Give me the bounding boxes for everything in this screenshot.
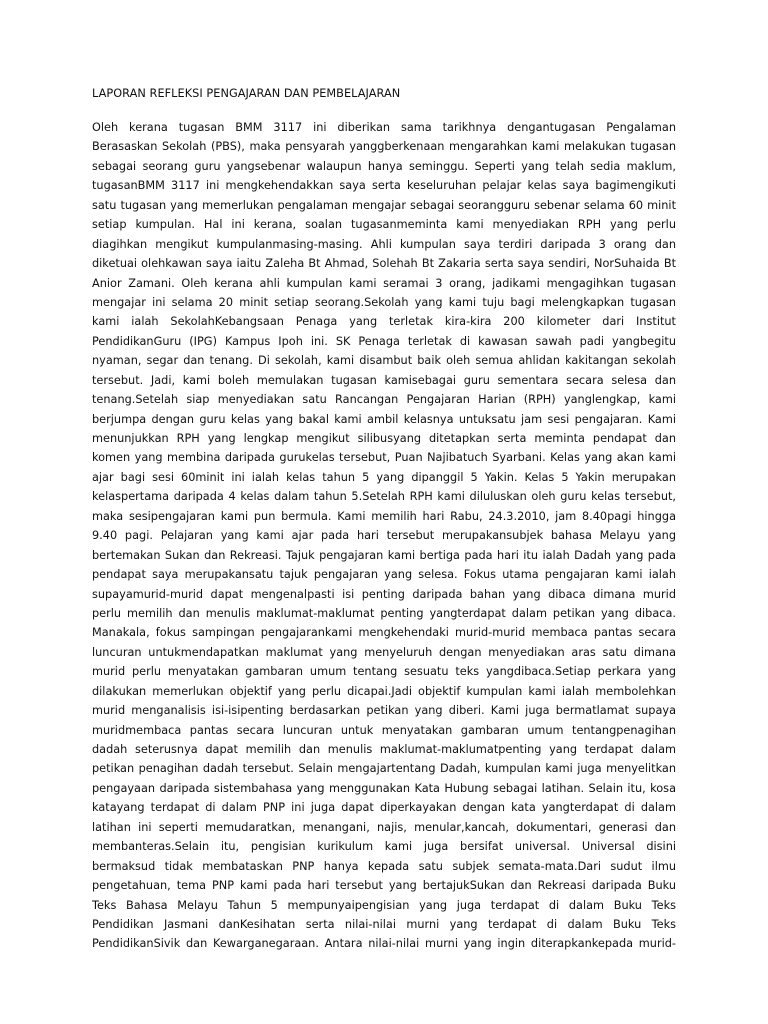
body-line: Oleh kerana tugasan BMM 3117 ini diberikan sama tarikhnya dengantugasan Pengalaman xyxy=(92,121,676,134)
body-line: diketuai olehkawan saya iaitu Zaleha Bt Ahmad, Solehah Bt Zakaria serta saya sendiri, NorSuhaida Bt xyxy=(92,257,676,271)
body-line: 9.40 pagi. Pelajaran yang kami ajar pada hari tersebut merupakansubjek bahasa Melayu yang xyxy=(92,529,676,543)
body-line: maka sesipengajaran kami pun bermula. Kami memilih hari Rabu, 24.3.2010, jam 8.40pagi hingga xyxy=(92,509,676,523)
body-line: murid perlu menyatakan gambaran umum tentang sesuatu teks yangdibaca.Setiap perkara yang xyxy=(92,665,676,679)
body-line: pengayaan daripada sistembahasa yang menggunakan Kata Hubung sebagai latihan. Selain itu, kosa xyxy=(92,781,676,795)
body-line: supayamurid-murid dapat mengenalpasti isi penting daripada bahan yang dibaca dimana murid xyxy=(92,587,676,601)
body-line: dilakukan memerlukan objektif yang perlu dicapai.Jadi objektif kumpulan kami ialah membolehkan xyxy=(92,684,676,698)
body-line: kelaspertama daripada 4 kelas dalam tahun 5.Setelah RPH kami diluluskan oleh guru kelas tersebut, xyxy=(92,490,676,504)
body-line: petikan penagihan dadah tersebut. Selain mengajartentang Dadah, kumpulan kami juga menyelitkan xyxy=(92,762,676,776)
body-line: bertemakan Sukan dan Rekreasi. Tajuk pengajaran kami bertiga pada hari itu ialah Dadah yang pada xyxy=(92,548,676,562)
body-line: pendapat saya merupakansatu tajuk pengajaran yang selesa. Fokus utama pengajaran kami ialah xyxy=(92,568,676,582)
body-line: Anior Zamani. Oleh kerana ahli kumpulan kami seramai 3 orang, jadikami mengagihkan tugasan xyxy=(92,276,676,290)
body-line: setiap kumpulan. Hal ini kerana, soalan tugasanmeminta kami menyediakan RPH yang perlu xyxy=(92,218,676,232)
body-line: bermaksud tidak membataskan PNP hanya kepada satu subjek semata-mata.Dari sudut ilmu xyxy=(92,859,676,873)
document-title: LAPORAN REFLEKSI PENGAJARAN DAN PEMBELAJARAN xyxy=(92,87,401,100)
body-line: muridmembaca pantas secara luncuran untuk menyatakan gambaran umum tentangpenagihan xyxy=(92,723,676,737)
body-line: kami ialah SekolahKebangsaan Penaga yang terletak kira-kira 200 kilometer dari Institut xyxy=(92,315,676,329)
body-line: Pendidikan Jasmani danKesihatan serta nilai-nilai murni yang terdapat di dalam Buku Teks xyxy=(92,917,676,931)
body-line: Berasaskan Sekolah (PBS), maka pensyarah yanggberkenaan mengarahkan kami melakukan tugasan xyxy=(92,140,676,154)
body-line: satu tugasan yang memerlukan pengalaman mengajar sebagai seorangguru sebenar selama 60 minit xyxy=(92,198,676,212)
body-line: nyaman, segar dan tenang. Di sekolah, kami disambut baik oleh semua ahlidan kakitangan sekolah xyxy=(92,354,676,368)
document-body xyxy=(92,118,676,954)
body-line: mengajar ini selama 20 minit setiap seorang.Sekolah yang kami tuju bagi melengkapkan tugasan xyxy=(92,295,676,309)
body-line: Manakala, fokus sampingan pengajarankami mengkehendaki murid-murid membaca pantas secara xyxy=(92,626,676,640)
body-line: katayang terdapat di dalam PNP ini juga dapat diperkayakan dengan kata yangterdapat di dalam xyxy=(92,801,676,815)
body-line: ajar bagi sesi 60minit ini ialah kelas tahun 5 yang dipanggil 5 Yakin. Kelas 5 Yakin merupakan xyxy=(92,470,676,484)
body-line: PendidikanSivik dan Kewarganegaraan. Antara nilai-nilai murni yang ingin diterapkankepada murid- xyxy=(92,937,676,951)
body-line: pengetahuan, tema PNP kami pada hari tersebut yang bertajukSukan dan Rekreasi daripada Buku xyxy=(92,879,676,893)
body-line: komen yang membina daripada gurukelas tersebut, Puan Najibatuch Syarbani. Kelas yang akan kami xyxy=(92,451,676,465)
body-line: membanteras.Selain itu, pengisian kurikulum kami juga bersifat universal. Universal disini xyxy=(92,840,676,854)
body-line: dadah seterusnya dapat memilih dan menulis maklumat-maklumatpenting yang terdapat dalam xyxy=(92,743,676,756)
body-line: latihan ini seperti memudaratkan, menangani, najis, menular,kancah, dokumentari, generasi dan xyxy=(92,820,676,834)
body-line: perlu memilih dan menulis maklumat-maklumat penting yangterdapat dalam petikan yang dibaca. xyxy=(92,606,676,620)
body-line: tersebut. Jadi, kami boleh memulakan tugasan kamisebagai guru sementara secara selesa dan xyxy=(92,373,676,387)
body-line: PendidikanGuru (IPG) Kampus Ipoh ini. SK Penaga terletak di kawasan sawah padi yangbegitu xyxy=(92,334,676,348)
body-line: sebagai seorang guru yangsebenar walaupun hanya seminggu. Seperti yang telah sedia maklum, xyxy=(92,159,676,173)
body-line: luncuran untukmendapatkan maklumat yang menyeluruh dengan menyediakan aras satu dimana xyxy=(92,645,676,659)
body-line: menunjukkan RPH yang lengkap mengikut silibusyang ditetapkan serta meminta pendapat dan xyxy=(92,432,676,445)
body-line: tenang.Setelah siap menyediakan satu Rancangan Pengajaran Harian (RPH) yanglengkap, kami xyxy=(92,393,676,407)
body-line: tugasanBMM 3117 ini mengkehendakkan saya serta keseluruhan pelajar kelas saya bagimengikuti xyxy=(92,179,676,193)
body-line: murid menganalisis isi-isipenting berdasarkan petikan yang diberi. Kami juga bermatlamat supaya xyxy=(92,704,676,718)
document-page xyxy=(92,86,676,954)
body-line: berjumpa dengan guru kelas yang bakal kami ambil kelasnya untuksatu jam sesi pengajaran. Kami xyxy=(92,412,676,426)
body-line: Teks Bahasa Melayu Tahun 5 mempunyaipengisian yang juga terdapat di dalam Buku Teks xyxy=(92,898,676,912)
body-line: diagihkan mengikut kumpulanmasing-masing. Ahli kumpulan saya terdiri daripada 3 orang dan xyxy=(92,237,676,251)
